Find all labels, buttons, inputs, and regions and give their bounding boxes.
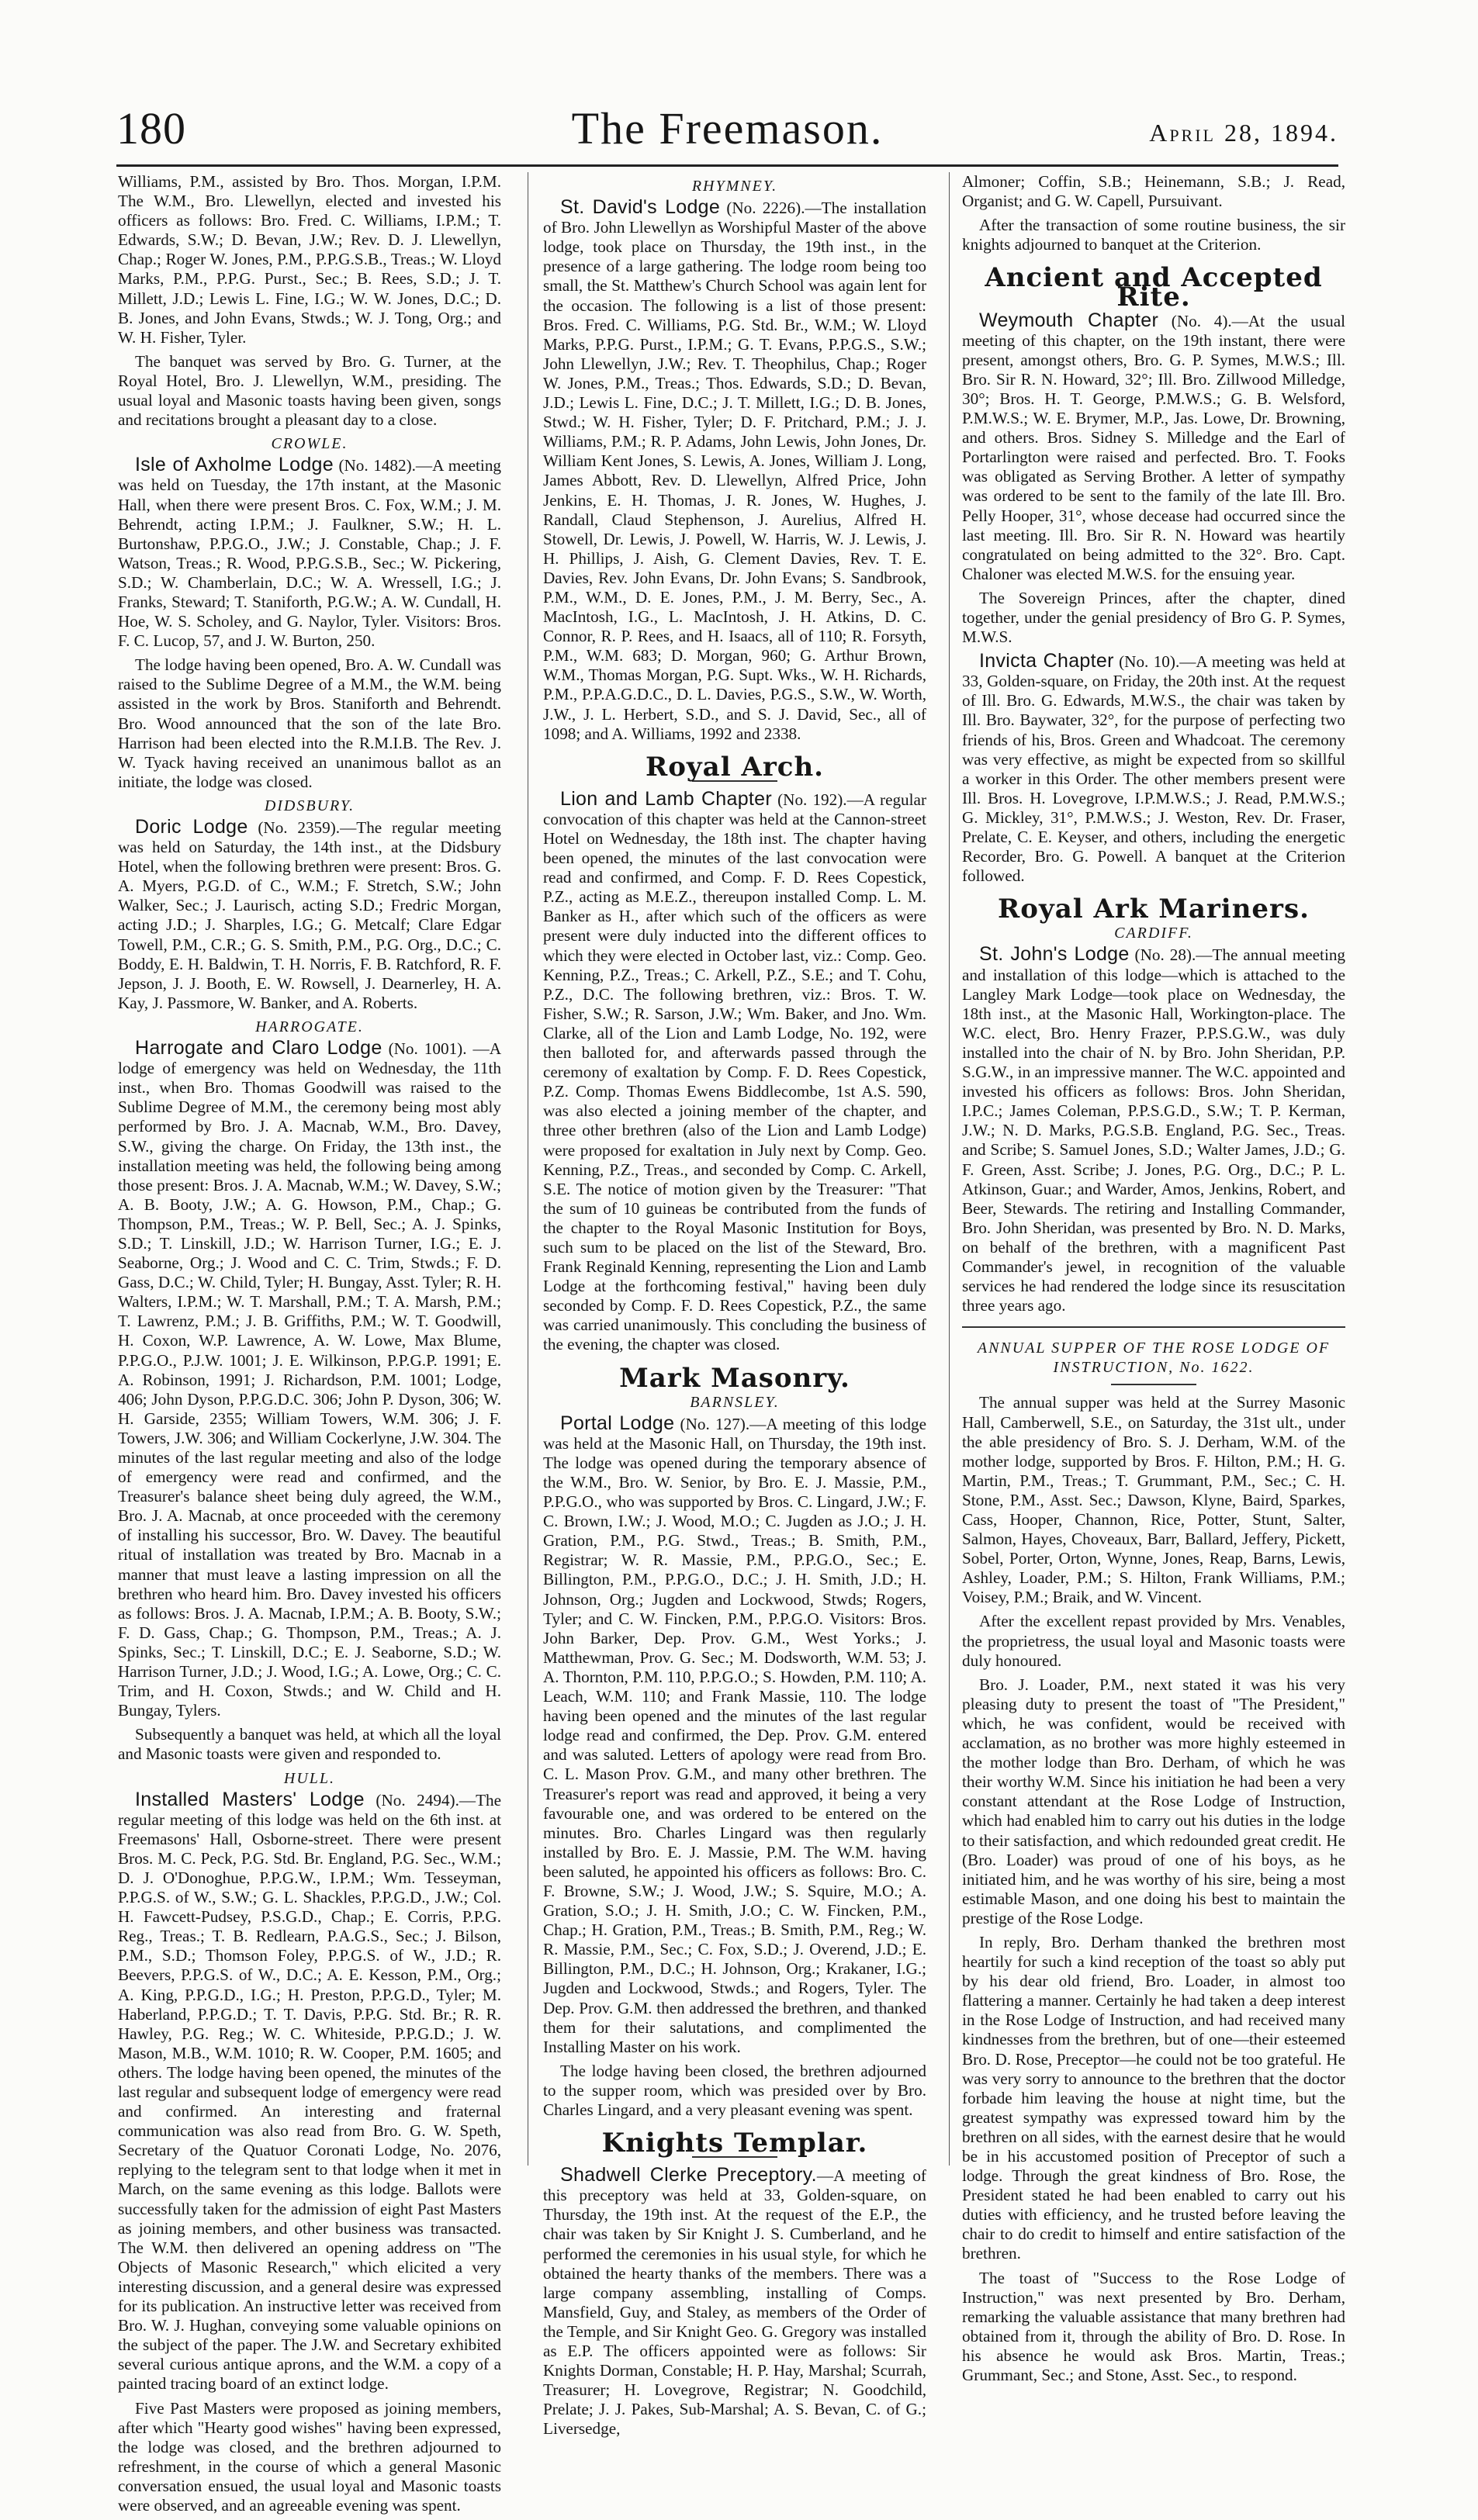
lodge-name: Harrogate and Claro Lodge: [135, 1037, 382, 1060]
place-heading-crowle: CROWLE.: [271, 435, 348, 453]
report-text: (No. 28).—The annual meeting and installation of this lodge—which is attached to the Langley Mark Lodge—took place on Wednesday, the 18th inst., at the Masonic Hall, Workington-place. The W.C. elect, Bro. Henry Frazer, P.P.S.G.W., was duly installed into the chair of N. by Bro. John Sheridan, P.P. S.G.W., in an impressive manner. The W.C. appointed and invested his officers as follows: Bros. John Sheridan, I.P.C.; James Coleman, P.P.S.G.D., S.W.; T. P. Kerman, J.W.; N. D. Marks, P.G.S.B. England, P.G. Sec., Treas. and Scribe; S. Samuel Jones, S.D.; Walter James, J.D.; G. F. Green, Asst. Scribe; J. Jones, P.G. Org., D.C.; P. L. Atkinson, Guar.; and Warder, Amos, Jenkins, Robert, and Beer, Stewards. The retiring and Installing Commander, Bro. John Sheridan, was presented by Bro. N. D. Marks, on behalf of the brethren, with a magnificent Past Commander's jewel, in recognition of the valuable services he had rendered the lodge since its resuscitation three years ago.: [962, 945, 1346, 1315]
section-rule: [1111, 1384, 1196, 1385]
lodge-name: St. David's Lodge: [560, 196, 721, 219]
report-invicta: [962, 652, 1345, 886]
page-number: 180: [116, 103, 186, 154]
place-heading-harrogate: HARROGATE.: [255, 1018, 364, 1035]
paragraph: The lodge having been opened, Bro. A. W. Cundall was raised to the Sublime Degree of a M.M., the W.M. being assisted in the work by Bros. Staniforth and Behrendt. Bro. Wood announced that the son of the late Bro. Harrison had been elected into the R.M.I.B. The Rev. J. W. Tyack having received an unanimous ballot as an initiate, the lodge was closed.: [118, 655, 501, 791]
paragraph: The Sovereign Princes, after the chapter, dined together, under the genial presidency of Bro G. P. Symes, M.W.S.: [962, 588, 1345, 647]
report-text: (No. 10).—A meeting was held at 33, Golden-square, on Friday, the 20th inst. At the request of Ill. Bro. G. Edwards, M.W.S., the chair was taken by Ill. Bro. Baywater, 32°, for the purpose of perfecting two friends of his, Bros. Green and Whadcoat. The ceremony was very effective, as might be expected from so skillful a worker in this Order. The other members present were Ill. Bros. H. Lovegrove, I.P.M.W.S.; J. Read, P.M.W.S.; G. Mickley, 31°, P.M.W.S.; J. Weston, Rev. Dr. Fraser, Prelate, C. E. Keyser, and others, including the energetic Recorder, Bro. G. Powell. A banquet at the Criterion followed.: [962, 652, 1346, 886]
report-text: (No. 1482).—A meeting was held on Tuesday, the 17th instant, at the Masonic Hall, when there were present Bros. C. Fox, W.M.; J. M. Behrendt, acting I.P.M.; J. Faulkner, S.W.; H. L. Burtonshaw, P.P.G.O., J.W.; J. Constable, Chap.; J. F. Watson, Treas.; R. Wood, P.P.G.S.B., Sec.; W. Pickering, S.D.; W. Chamberlain, D.C.; W. A. Wressell, I.G.; J. Franks, Steward; T. Staniforth, P.G.W.; A. W. Cundall, H. Hoe, W. S. Scholey, and G. Naylor, Tyler. Visitors: Bros. F. C. Lucop, 57, and J. W. Burton, 250.: [118, 456, 502, 651]
section-heading-mark-masonry: Mark Masonry.: [619, 1362, 850, 1394]
report-text: (No. 192).—A regular convocation of this chapter was held at the Cannon-street Hotel on Wednesday, the 18th inst. The chapter having been opened, the minutes of the last convocation were read and confirmed, and Comp. F. D. Rees Copestick, P.Z., acting as M.E.Z., thereupon installed Comp. L. M. Banker as H., after which such of the officers as were present were duly inducted into the different offices to which they were elected in October last, viz.: Comp. Geo. Kenning, P.Z., Treas.; C. Arkell, P.Z., S.E.; and T. Cohu, P.Z., D.C. The following brethren, viz.: Bros. T. W. Fisher, S.W.; R. Sarson, J.W.; Wm. Baker, and Jno. Wm. Clarke, all of the Lion and Lamb Lodge, No. 192, were then balloted for, and afterwards passed through the ceremony of exaltation by Comp. F. D. Rees Copestick, P.Z. Comp. Thomas Ewens Biddlecombe, 1st A.S. 590, was also elected a joining member of the chapter, and three other brethren (also of the Lion and Lamb Lodge) were proposed for exaltation in July next by Comp. Geo. Kenning, P.Z., Treas., and seconded by Comp. C. Arkell, S.E. The notice of motion given by the Treasurer: "That the sum of 10 guineas be contributed from the funds of the chapter to the Royal Masonic Institution for Boys, such sum to be placed on the list of the Steward, Bro. Frank Reginald Kenning, representing the Lion and Lamb Lodge at the forthcoming festival," having been duly seconded by Comp. F. D. Rees Copestick, P.Z., the same was carried unanimously. This concluding the business of the evening, the chapter was closed.: [543, 790, 927, 1354]
lodge-name: Shadwell Clerke Preceptory.: [560, 2164, 817, 2186]
masthead-title: The Freemason.: [571, 103, 884, 154]
paragraph: Five Past Masters were proposed as joining members, after which "Hearty good wishes" having been expressed, the lodge was closed, and the brethren adjourned to refreshment, in the course of which a general Masonic conversation ensued, the usual loyal and Masonic toasts were observed, and an agreeable evening was spent.: [118, 2398, 501, 2515]
report-st-davids: [543, 198, 926, 744]
paragraph: The banquet was served by Bro. G. Turner, at the Royal Hotel, Bro. J. Llewellyn, W.M., presiding. The usual loyal and Masonic toasts having been given, songs and recitations brought a pleasant day to a close.: [118, 351, 501, 430]
section-heading-royal-arch: Royal Arch.: [645, 751, 825, 783]
paragraph: The lodge having been closed, the brethren adjourned to the supper room, which was presided over by Bro. Charles Lingard, and a very pleasant evening was spent.: [543, 2061, 926, 2119]
report-text: (No. 2226).—The installation of Bro. John Llewellyn as Worshipful Master of the above lodge, took place on Thursday, the 19th inst., in the presence of a large gathering. The lodge room being too small, the St. Matthew's Church School was again lent for the occasion. The following is a list of those present: Bros. Fred. C. Williams, P.G. Std. Br., W.M.; W. Lloyd Marks, P.P.G. Purst., I.P.M.; G. T. Evans, P.P.G.S., S.W.; John Llewellyn, J.W.; Rev. T. Theophilus, Chap.; Roger W. Jones, P.M., Treas.; Thos. Edwards, S.D.; D. Bevan, J.D.; Lewis L. Fine, D.C.; J. T. Millett, I.G.; D. B. Jones, Stwd.; W. H. Fisher, Tyler; D. F. Pritchard, P.M.; J. J. Williams, P.M.; R. P. Adams, John Lewis, John Jones, Dr. William Kent Jones, S. Lewis, A. Jones, William J. Long, James Abbott, Rev. D. Llewellyn, Alfred Price, John Jenkins, E. H. Thomas, J. R. Jones, W. Hughes, J. Randall, Claud Stephenson, J. Aurelius, Alfred H. Stowell, Dr. Lewis, J. Powell, W. Harris, W. J. Lewis, J. H. Phillips, J. Aish, G. Clement Davies, Rev. T. E. Davies, Rev. John Evans, Dr. John Evans; S. Sandbrook, P.M., W.M., D. E. Jones, P.M., J. M. Berry, Sec., A. MacIntosh, I.G., L. MacIntosh, J. H. Atkins, D. C. Connor, R. P. Rees, and H. Isaacs, all of 110; R. Forsyth, P.M., W.M. 683; D. Morgan, 960; G. Arthur Brown, W.M., Thomas Morgan, P.G. Supt. Wks., W. H. Richards, P.M., P.P.A.G.D.C., D. L. Davies, P.G.S., S.W., W. Worth, J.W., J. L. Herbert, S.D., and S. J. David, Sec., all of 1098; and A. Williams, 1992 and 2338.: [543, 199, 926, 743]
report-lion-and-lamb: [543, 787, 927, 1355]
paragraph: The toast of "Success to the Rose Lodge of Instruction," was next presented by Bro. Derham, remarking the valuable assistance that many brethren had obtained from it, through the ability of Bro. D. Rose. In his absence he would ask Bros. Martin, Treas.; Grummant, Sec.; and Stone, Asst. Sec., to respond.: [962, 2268, 1345, 2385]
report-text: (No. 2359).—The regular meeting was held on Saturday, the 14th inst., at the Didsbury Hotel, when the following brethren were present: Bros. G. A. Myers, P.G.D. of C., W.M.; F. Stretch, S.W.; John Walker, Sec.; J. Laurisch, acting S.D.; Fredric Morgan, acting J.D.; J. Sharples, I.G.; G. Metcalf; Clare Edgar Towell, P.M., C.R.; G. S. Smith, P.M., P.G. Org., D.C.; C. Boddy, E. H. Baldwin, T. H. Norris, F. B. Ratchford, R. F. Jepson, J. J. Booth, E. W. Rowsell, J. Dearnerley, H. A. Kay, J. Passmore, W. Banker, and A. Roberts.: [118, 818, 501, 1012]
paragraph: After the excellent repast provided by Mrs. Venables, the proprietress, the usual loyal and Masonic toasts were duly honoured.: [962, 1612, 1345, 1670]
lodge-name: Installed Masters' Lodge: [135, 1788, 365, 1810]
place-heading-barnsley: BARNSLEY.: [690, 1393, 780, 1411]
report-text: (No. 1001). —A lodge of emergency was held on Wednesday, the 11th inst., when Bro. Thomas Goodwill was raised to the Sublime Degree of M.M., the ceremony being most ably performed by Bro. J. A. Macnab, W.M., Bro. Davey, S.W., giving the charge. On Friday, the 13th inst., the installation meeting was held, the following being among those present: Bros. J. A. Macnab, W.M.; W. Davey, S.W.; A. B. Booty, J.W.; A. G. Howson, P.M., Chap.; G. Thompson, P.M., Treas.; W. P. Bell, Sec.; A. J. Spinks, S.D.; T. Linskill, J.D.; W. Harrison Turner, I.G.; E. J. Seaborne, Org.; J. Wood and C. C. Trim, Stwds.; F. D. Gass, D.C.; W. Child, Tyler; H. Bungay, Asst. Tyler; R. H. Walters, I.P.M.; W. T. Marshall, P.M.; T. A. Marsh, P.M.; T. Lawrenz, P.M.; J. B. Griffiths, P.M.; W. T. Goodwill, H. Coxon, W.P. Lawrence, A. W. Lowe, Max Blume, P.P.G.O., P.J.W. 1001; J. E. Wilkinson, P.P.G.P. 1991; E. A. Robinson, 1991; J. Richardson, P.M. 1001; Lodge, 406; John Dyson, P.P.G.D.C. 306; John P. Dyson, 306; W. H. Garside, 2355; William Towers, W.M. 306; J. F. Towers, J.W. 306; and William Cockerlyne, J.W. 304. The minutes of the last regular meeting and also of the lodge of emergency were read and confirmed, and the Treasurer's balance sheet being duly agreed, the W.M., Bro. J. A. Macnab, at once proceeded with the ceremony of installing his successor, Bro. W. Davey. The beautiful ritual of installation was treated by Bro. Macnab in a manner that must leave a lasting impression on all the brethren who heard him. Bro. Davey invested his officers as follows: Bros. J. A. Macnab, I.P.M.; A. B. Booty, S.W.; F. D. Gass, Chap.; G. Thompson, P.M., Treas.; A. J. Spinks, Sec.; T. Linskill, D.C.; E. J. Seaborne, S.D.; W. Harrison Turner, J.D.; J. Wood, I.G.; A. Lowe, Org.; C. C. Trim, and H. Coxon, Stwds.; and W. Child and H. Bungay, Tylers.: [118, 1039, 502, 1720]
section-heading-knights-templar: Knights Templar.: [601, 2128, 868, 2159]
report-installed-masters: [118, 1790, 501, 2394]
paragraph: Subsequently a banquet was held, at which all the loyal and Masonic toasts were given and responded to.: [118, 1725, 501, 1764]
paragraph: After the transaction of some routine business, the sir knights adjourned to banquet at the Criterion.: [962, 216, 1345, 254]
report-st-johns: [962, 945, 1345, 1315]
issue-date: April 28, 1894.: [1149, 119, 1338, 147]
report-isle-of-axholme: [118, 455, 501, 651]
report-weymouth: [962, 311, 1345, 584]
report-text: (No. 127).—A meeting of this lodge was held at the Masonic Hall, on Thursday, the 19th inst. The lodge was opened during the temporary absence of the W.M., Bro. W. Senior, by Bro. E. J. Massie, P.M., P.P.G.O., who was supported by Bros. C. Lingard, J.W.; F. C. Brown, I.W.; J. Wood, M.O.; C. Jugden as J.O.; J. H. Gration, P.M., P.G. Stwd., Treas.; B. Smith, P.M., Registrar; W. R. Massie, P.M., P.P.G.O., Sec.; E. Billington, P.M., P.P.G.O., D.C.; J. H. Smith, J.D.; H. Johnson, Org.; Jugden and Lockwood, Stwds; Rogers, Tyler; and C. W. Fincken, P.M., P.P.G.O. Visitors: Bros. John Barker, Dep. Prov. G.M., West Yorks.; J. Matthewman, Prov. G. Sec.; M. Dodsworth, W.M. 53; J. A. Thornton, P.M. 110, P.P.G.O.; S. Howden, P.M. 110; A. Leach, W.M. 110; and Frank Massie, 110. The lodge having been opened and the minutes of the last regular lodge read and confirmed, the Dep. Prov. G.M. entered and was saluted. Letters of apology were read from Bro. C. L. Mason Prov. G.M., and many other brethren. The Treasurer's report was read and approved, it being a very favourable one, and was ordered to be entered on the minutes. Bro. Charles Lingard was then regularly installed by Bro. E. J. Massie, P.M. The W.M. having been saluted, he appointed his officers as follows: Bro. C. F. Browne, S.W.; J. Wood, J.W.; S. Squire, M.O.; A. Gration, S.O.; J. H. Smith, J.O.; C. W. Fincken, P.M., Chap.; H. Gration, P.M., Treas.; B. Smith, P.M., Reg.; W. R. Massie, P.M., Sec.; C. Fox, S.D.; J. Overend, J.D.; E. Billington, P.M., D.C.; H. Johnson, Org.; Krakaner, I.G.; Jugden and Lockwood, Stwds.; and Rogers, Tyler. The Dep. Prov. G.M. then addressed the brethren, and thanked them for their salutations, and complimented the Installing Master on his work.: [543, 1414, 926, 2056]
column-3: [962, 172, 1345, 2390]
paragraph: Williams, P.M., assisted by Bro. Thos. Morgan, I.P.M. The W.M., Bro. Llewellyn, elected and invested his officers as follows: Bro. Fred. C. Williams, I.P.M.; T. Edwards, S.W.; D. Bevan, J.W.; Rev. D. J. Llewellyn, Chap.; Roger W. Jones, P.M., P.P.G.S.B., Treas.; W. Lloyd Marks, P.M., P.P.G. Purst., Sec.; B. Rees, S.D.; J. T. Millett, J.D.; Lewis L. Fine, I.G.; W. W. Jones, D.C.; D. B. Jones, and John Evans, Stwds.; W. J. Tong, Org.; and W. H. Fisher, Tyler.: [118, 172, 501, 347]
separator-rule: [962, 1326, 1345, 1328]
report-portal: [543, 1414, 926, 2057]
paragraph: Almoner; Coffin, S.B.; Heinemann, S.B.; J. Read, Organist; and G. W. Capell, Pursuivant.: [962, 172, 1345, 211]
lodge-name: Doric Lodge: [135, 816, 248, 838]
place-heading-didsbury: DIDSBURY.: [264, 797, 355, 814]
report-doric: [118, 818, 501, 1013]
page-header: [116, 105, 1338, 159]
report-text: (No. 2494).—The regular meeting of this lodge was held on the 6th inst. at Freemasons' Hall, Osborne-street. There were present Bros. M. C. Peck, P.G. Std. Br. England, P.G. Sec., W.M.; D. J. O'Donoghue, P.P.G.W., I.P.M.; Wm. Tesseyman, P.P.G.S. of W., S.W.; G. L. Shackles, P.P.G.D., J.W.; Col. H. Fawcett-Pudsey, P.S.G.D., Chap.; E. Corris, P.P.G. Reg., Treas.; T. B. Redlearn, P.A.G.S., Sec.; J. Bilson, P.M., S.D.; Thomson Foley, P.P.G.S. of W., J.D.; R. Beevers, P.P.G.S. of W., D.C.; A. E. Kesson, P.M., Org.; A. King, P.P.G.D., I.G.; H. Preston, P.P.G.D., Tyler; M. Haberland, P.P.G.D.; T. T. Davis, P.P.G. Std. Br.; R. R. Hawley, P.G. Reg.; W. C. Whiteside, P.P.G.D.; J. W. Mason, M.B., W.M. 1010; R. W. Cooper, P.M. 1605; and others. The lodge having been opened, the minutes of the last regular and subsequent lodge of emergency were read and confirmed. An interesting and fraternal communication was also read from Bro. G. W. Speth, Secretary of the Quatuor Coronati Lodge, No. 2076, replying to the telegram sent to that lodge when it met in March, on the same evening as this lodge. Ballots were successfully taken for the admission of eight Past Masters as joining members, and other business was transacted. The W.M. then delivered an opening address on "The Objects of Masonic Research," which elicited a very interesting discussion, and a general desire was expressed for its publication. An instructive letter was received from Bro. W. J. Hughan, conveying some valuable opinions on the subject of the paper. The J.W. and Secretary exhibited several curious antique aprons, and the W.M. a copy of a painted tracing board of an extinct lodge.: [118, 1790, 502, 2394]
lodge-name: Weymouth Chapter: [979, 309, 1159, 331]
article-heading-rose-lodge: ANNUAL SUPPER OF THE ROSE LODGE OF INSTRUCTION, No. 1622.: [977, 1340, 1331, 1377]
lodge-name: Isle of Axholme Lodge: [135, 454, 334, 476]
lodge-name: St. John's Lodge: [979, 943, 1130, 966]
section-heading-royal-ark-mariners: Royal Ark Mariners.: [998, 894, 1310, 925]
lodge-name: Invicta Chapter: [979, 650, 1114, 672]
report-shadwell-clerke: [543, 2166, 926, 2439]
place-heading-cardiff: CARDIFF.: [1114, 925, 1193, 942]
header-rule: [116, 164, 1338, 167]
place-heading-hull: HULL.: [283, 1769, 336, 1787]
lodge-name: Lion and Lamb Chapter: [560, 787, 772, 810]
column-divider-2: [949, 172, 950, 2166]
report-text: (No. 4).—At the usual meeting of this chapter, on the 19th instant, there were present, amongst others, Bro. G. P. Symes, M.W.S.; Ill. Bro. Sir R. N. Howard, 32°; Ill. Bro. Zillwood Milledge, 30°; Bros. H. T. George, P.M.W.S.; G. B. Welsford, P.M.W.S.; W. E. Brymer, M.P., Jas. Lowe, Dr. Browning, and others. Bros. Sidney S. Milledge and the Earl of Portarlington were raised and perfected. Bro. T. Fooks was obligated as Serving Brother. A letter of sympathy was ordered to be sent to the family of the late Ill. Bro. Pelly Hooper, 31°, whose decease had occurred since the last meeting. Ill. Bro. Sir R. N. Howard was heartily congratulated on being admitted to the 32°. Bro. Capt. Chaloner was elected M.W.S. for the ensuing year.: [962, 311, 1346, 583]
paragraph: In reply, Bro. Derham thanked the brethren most heartily for such a kind reception of the toast so ably put by his dear old friend, Bro. Loader, in almost too flattering a manner. Certainly he had taken a deep interest in the Rose Lodge of Instruction, and had received many kindnesses from the brethren, but of one—their esteemed Bro. D. Rose, Preceptor—he could not be too grateful. He was very sorry to announce to the brethren that the doctor forbade him leaving the house at night time, but the greatest sympathy was expressed toward him by the brethren on all sides, with the earnest desire that he would be in his accustomed position of Preceptor of such a lodge. Through the great kindness of Bro. Rose, the President stated he had been enabled to carry out his duties with efficiency, and he trusted before leaving the chair to do credit to himself and entire satisfaction of the brethren.: [962, 1932, 1345, 2263]
section-heading-ancient-accepted-rite: Ancient and Accepted Rite.: [985, 262, 1323, 313]
column-1: [118, 172, 501, 2520]
report-text: —A meeting of this preceptory was held at 33, Golden-square, on Thursday, the 19th inst. At the request of the E.P., the chair was taken by Sir Knight J. S. Cumberland, and he performed the ceremonies in his usual style, for which he obtained the hearty thanks of the members. There was a large company assembling, installing of Comps. Mansfield, Guy, and Staley, as members of the Order of the Temple, and Sir Knight Geo. G. Gregory was installed as E.P. The officers appointed were as follows: Sir Knights Dorman, Constable; H. P. Hay, Marshal; Scurrah, Treasurer; H. Lovegrove, Registrar; N. Goodchild, Prelate; J. J. Pakes, Sub-Marshal; A. S. Bevan, C. of G.; Liversedge,: [543, 2166, 926, 2439]
paragraph: Bro. J. Loader, P.M., next stated it was his very pleasing duty to present the toast of "The President," which, he was confident, would be received with acclamation, as no brother was more highly esteemed in the mother lodge than Bro. Derham, of which he was their worthy W.M. Since his initiation he had been a very constant attendant at the Rose Lodge of Instruction, which had enabled him to carry out his duties in the lodge to their satisfaction, and which redounded great credit. He (Bro. Loader) was proud of one of his boys, as he initiated him, and he was worthy of his sire, being a most estimable Mason, and one doing his best to maintain the prestige of the Rose Lodge.: [962, 1675, 1345, 1927]
place-heading-rhymney: RHYMNEY.: [691, 178, 778, 195]
report-harrogate: [118, 1039, 501, 1720]
lodge-name: Portal Lodge: [560, 1412, 675, 1434]
column-2: [543, 172, 926, 2444]
paragraph: The annual supper was held at the Surrey Masonic Hall, Camberwell, S.E., on Saturday, the 31st ult., under the able presidency of Bro. S. J. Derham, W.M. of the mother lodge, supported by Bros. F. Hilton, P.M.; H. G. Martin, P.M., Treas.; T. Grummant, P.M., Sec.; C. H. Stone, P.M., Asst. Sec.; Dawson, Klyne, Baird, Sparkes, Cass, Hooper, Channon, Rice, Potter, Stunt, Salter, Salmon, Hayes, Choveaux, Barr, Ballard, Jeffery, Pickett, Sobel, Porter, Orton, Wynne, Jones, Reap, Barns, Lewis, Ashley, Loader, P.M.; S. Hilton, Frank Williams, P.M.; Voisey, P.M.; Braik, and W. Vincent.: [962, 1393, 1345, 1607]
